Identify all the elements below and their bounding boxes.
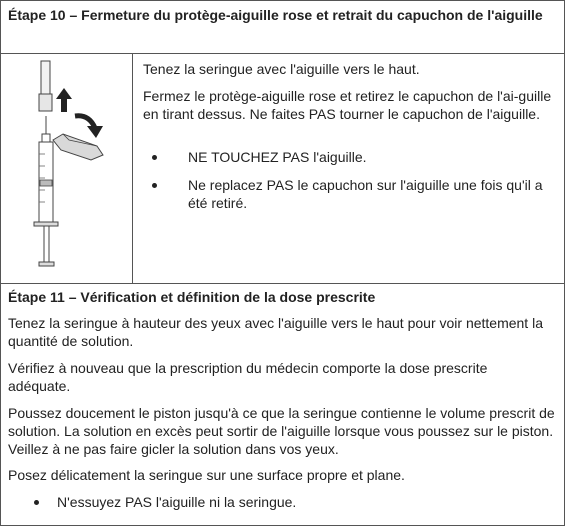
step10-illustration-cell [1,54,133,283]
step10-header-cell [1,1,564,54]
step10-text-cell [133,54,564,283]
bullet-dot [34,500,39,505]
bullet-dot [152,155,157,160]
curved-arrow-icon [75,116,103,138]
step11-paragraph-2: Vérifiez à nouveau que la prescription du médecin comporte la dose prescrite adéquate. [8,360,488,394]
step11-heading: Étape 11 – Vérification et définition de la dose prescrite [8,289,376,305]
needle-cap-icon [39,61,52,111]
step11-bullet-1: N'essuyez PAS l'aiguille ni la seringue. [57,494,297,510]
step11-paragraph-1: Tenez la seringue à hauteur des yeux avec l'aiguille vers le haut pour voir nettement la quantité de solution. [8,315,543,349]
bullet-dot [152,183,157,188]
step10-bullet-1: NE TOUCHEZ PAS l'aiguille. [188,149,367,165]
up-arrow-icon [56,88,72,112]
step10-bullet-2: Ne replacez PAS le capuchon sur l'aiguille une fois qu'il a été retiré. [188,177,543,211]
step10-paragraph-2: Fermez le protège-aiguille rose et retirez le capuchon de l'ai-guille en tirant dessus. Ne faites PAS tourner le capuchon de l'aiguille. [143,88,552,122]
syringe-icon [34,116,58,266]
syringe-cap-removal-illustration [1,54,132,283]
needle-guard-icon [53,134,103,160]
step10-paragraph-1: Tenez la seringue avec l'aiguille vers le haut. [143,61,420,77]
step10-row [1,54,564,284]
step10-heading: Étape 10 – Fermeture du protège-aiguille rose et retrait du capuchon de l'aiguille [8,7,543,23]
step11-paragraph-3: Poussez doucement le piston jusqu'à ce que la seringue contienne le volume prescrit de solution. La solution en excès peut sortir de l'aiguille lorsque vous poussez sur le piston. Veillez à ne pas faire gicler la solution dans vos yeux. [8,405,555,457]
step11-paragraph-4: Posez délicatement la seringue sur une surface propre et plane. [8,467,405,483]
